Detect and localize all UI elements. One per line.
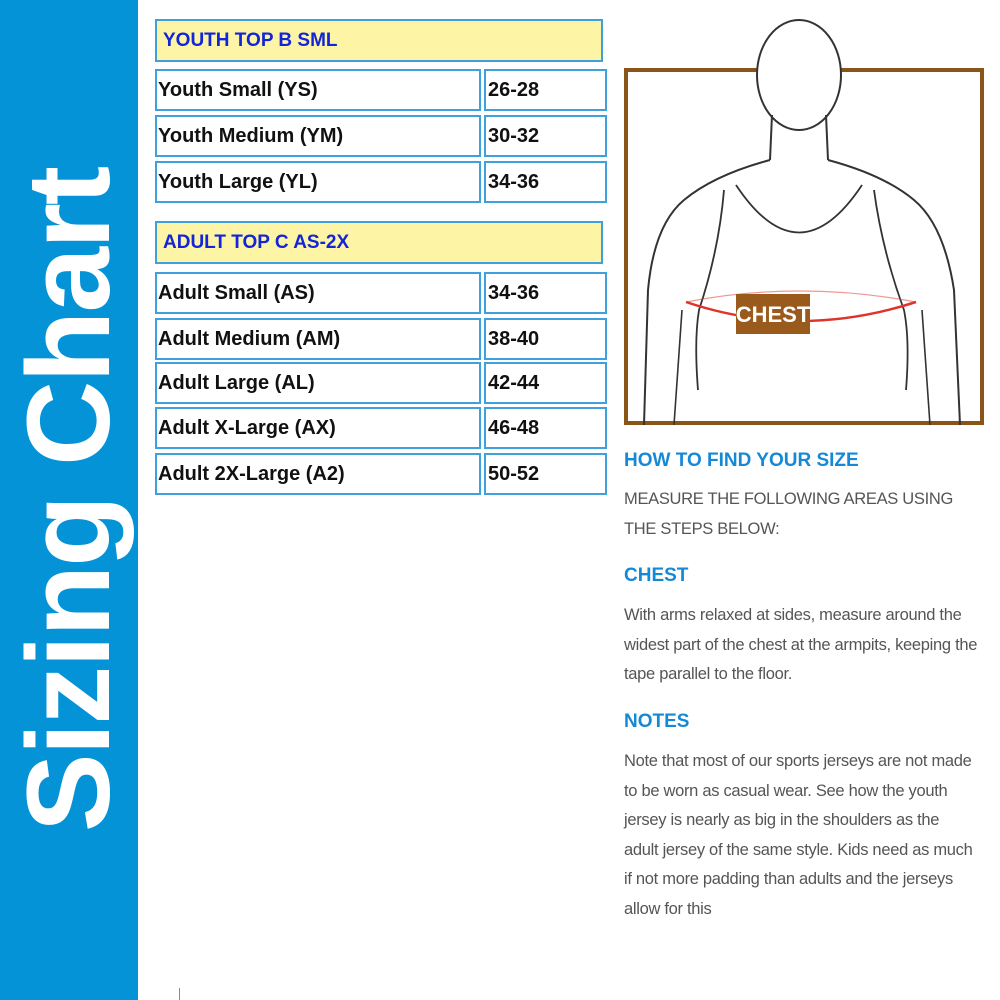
size-cell: Youth Small (YS) (155, 69, 481, 111)
table-row (155, 161, 607, 203)
table-row (155, 318, 607, 360)
range-cell: 30-32 (484, 115, 607, 157)
size-cell: Adult Small (AS) (155, 272, 481, 314)
side-banner (0, 0, 138, 1000)
tank-right-strap (874, 190, 908, 390)
intro-text: MEASURE THE FOLLOWING AREAS USING THE STEPS BELOW: (624, 490, 954, 538)
table-row (155, 272, 607, 314)
torso-shape (644, 160, 960, 425)
arm-left (674, 310, 682, 425)
range-cell: 42-44 (484, 362, 607, 404)
range-cell: 34-36 (484, 272, 607, 314)
chest-label: CHEST (735, 302, 811, 327)
size-cell: Youth Medium (YM) (155, 115, 481, 157)
table-row (155, 69, 607, 111)
range-cell: 34-36 (484, 161, 607, 203)
table-row (155, 407, 607, 449)
sizing-chart-title: Sizing Chart (3, 167, 135, 833)
tank-collar (736, 185, 862, 233)
head-shape (757, 20, 841, 130)
chest-heading: CHEST (624, 565, 689, 586)
range-cell: 26-28 (484, 69, 607, 111)
size-cell: Adult Large (AL) (155, 362, 481, 404)
table-row (155, 453, 607, 495)
arm-right (922, 310, 930, 425)
adult-table-header: ADULT TOP C AS-2X (155, 221, 603, 264)
size-cell: Youth Large (YL) (155, 161, 481, 203)
notes-text: Note that most of our sports jerseys are not made to be worn as casual wear. See how the youth jersey is nearly as big in the shoulders as the adult jersey of the same style. Kids need as much if not more padding than adults and the jerseys allow for this (624, 752, 973, 918)
size-cell: Adult 2X-Large (A2) (155, 453, 481, 495)
range-cell: 38-40 (484, 318, 607, 360)
table-row (155, 362, 607, 404)
size-cell: Adult Medium (AM) (155, 318, 481, 360)
notes-heading: NOTES (624, 711, 690, 732)
chest-instructions: With arms relaxed at sides, measure around the widest part of the chest at the armpits, keeping the tape parallel to the floor. (624, 606, 978, 683)
tank-left-strap (696, 190, 724, 390)
mannequin-illustration (624, 10, 984, 430)
size-cell: Adult X-Large (AX) (155, 407, 481, 449)
divider-tick (179, 988, 180, 1000)
youth-table-header: YOUTH TOP B SML (155, 19, 603, 62)
table-row (155, 115, 607, 157)
how-to-heading: HOW TO FIND YOUR SIZE (624, 450, 859, 471)
range-cell: 50-52 (484, 453, 607, 495)
range-cell: 46-48 (484, 407, 607, 449)
